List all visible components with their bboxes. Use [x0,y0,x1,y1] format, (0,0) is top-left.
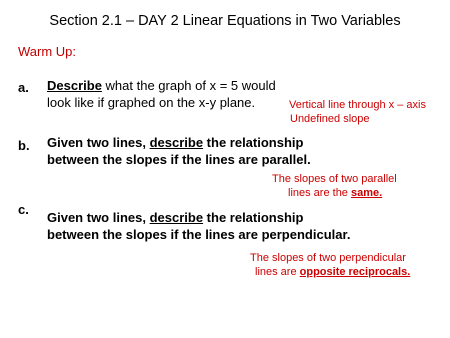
question-c-line1-post: the relationship [203,210,304,225]
warm-up-label: Warm Up: [18,44,77,59]
question-a-text [47,77,276,111]
question-a-line2: look like if graphed on the x-y plane. [47,95,256,110]
question-b-text [47,134,311,168]
question-b-answer-line1: The slopes of two parallel [272,173,397,185]
page-title: Section 2.1 – DAY 2 Linear Equations in Two Variables [49,13,401,29]
question-b-line1-pre: Given two lines, [47,135,150,150]
question-c-line2: between the slopes if the lines are perpendicular. [47,227,351,242]
question-a-letter: a. [18,80,29,95]
question-b-line1 [47,134,311,151]
question-c-text [47,209,350,243]
question-c-answer-pre: lines are [255,266,300,278]
question-c-line1 [47,209,350,226]
question-b-verb: describe [149,135,204,150]
question-a-answer-line2: Undefined slope [290,113,370,125]
question-b-answer-pre: lines are the [288,187,351,199]
question-b-line1-post: the relationship [203,135,304,150]
question-b-answer-emphasis: same. [350,187,383,199]
question-b-answer-line2 [288,186,382,200]
question-a-verb: Describe [47,78,102,93]
question-c-letter: c. [18,202,29,217]
question-c-line1-pre: Given two lines, [47,210,150,225]
question-c-verb: describe [149,210,204,225]
question-c-answer-emphasis: opposite reciprocals. [299,266,411,278]
question-a-line1 [47,77,276,94]
question-c-answer-line2 [255,265,410,279]
question-b-letter: b. [18,138,30,153]
question-c-answer-line1: The slopes of two perpendicular [250,252,406,264]
question-a-answer-line1: Vertical line through x – axis [289,99,426,111]
question-a-line1-rest: what the graph of x = 5 would [101,78,276,93]
question-b-line2: between the slopes if the lines are parallel. [47,152,311,167]
